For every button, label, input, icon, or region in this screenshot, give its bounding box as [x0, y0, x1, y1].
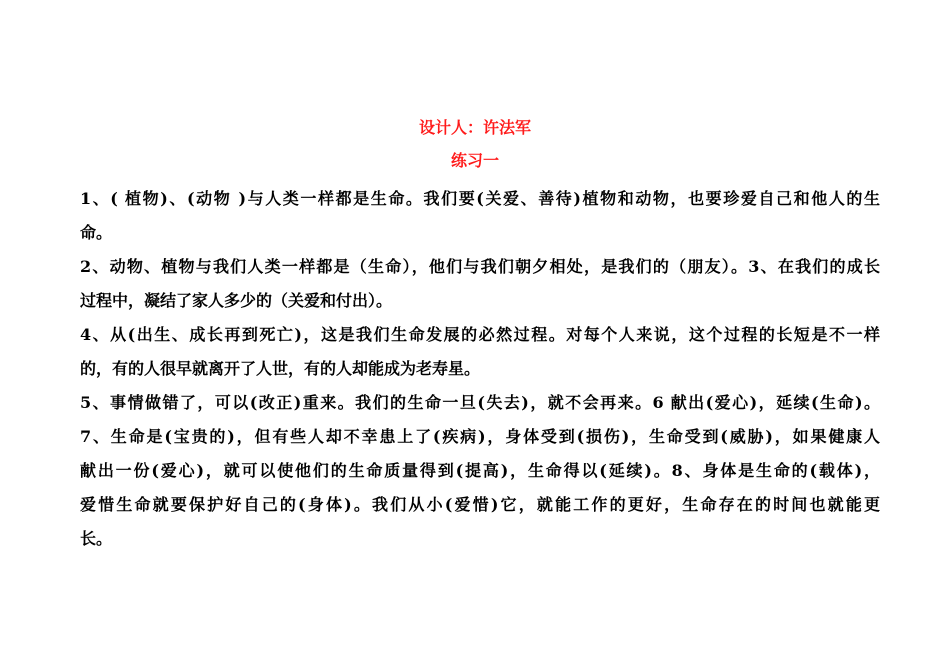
designer-line: 设计人：许法军 — [418, 118, 531, 137]
body-line-11: 长。 — [80, 529, 113, 548]
body-line-6: 的，有的人很早就离开了人世，有的人却能成为老寿星。 — [80, 359, 481, 378]
body-line-1: 1、( 植物)、(动物 )与人类一样都是生命。我们要(关爱、善待)植物和动物，也要珍爱自己和他人的生 — [80, 189, 880, 208]
body-line-9: 献出一份(爱心)，就可以使他们的生命质量得到(提高)，生命得以(延续)。8、身体是生命的(载体)， — [80, 461, 880, 480]
body-line-2: 命。 — [80, 223, 113, 242]
exercise-title: 练习一 — [450, 151, 499, 170]
body-line-7: 5、事情做错了，可以(改正)重来。我们的生命一旦(失去)，就不会再来。6 献出(爱心)，延续(生命)。 — [80, 393, 880, 412]
body-line-5: 4、从(出生、成长再到死亡)，这是我们生命发展的必然过程。对每个人来说，这个过程的长短是不一样 — [80, 325, 880, 344]
body-line-8: 7、生命是(宝贵的)，但有些人却不幸患上了(疾病)，身体受到(损伤)，生命受到(威胁)，如果健康人 — [80, 427, 880, 446]
body-line-3: 2、动物、植物与我们人类一样都是（生命），他们与我们朝夕相处，是我们的（朋友）。3、在我们的成长 — [80, 257, 880, 276]
body-line-4: 过程中，凝结了家人多少的（关爱和付出）。 — [80, 291, 393, 310]
body-line-10: 爱惜生命就要保护好自己的(身体)。我们从小(爱惜)它，就能工作的更好，生命存在的时间也就能更 — [80, 495, 880, 514]
exercise-body — [80, 182, 880, 556]
